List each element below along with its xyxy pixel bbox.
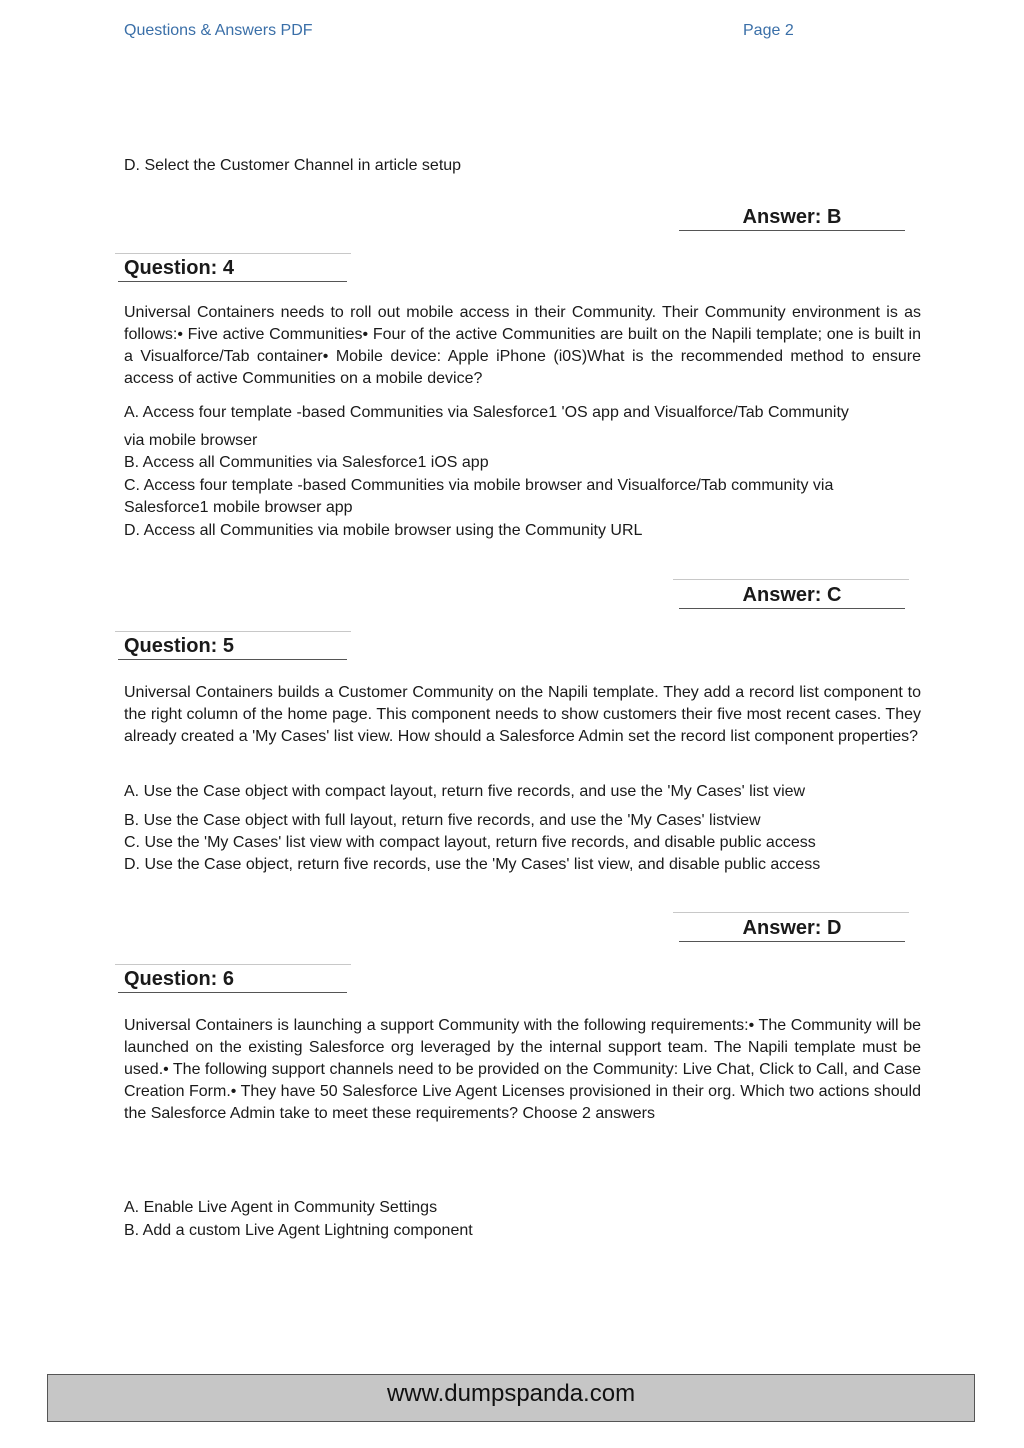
q4-heading-block	[115, 253, 351, 283]
q5-option: A. Use the Case object with compact layout, return five records, and use the 'My Cases' list view	[124, 783, 806, 800]
page-number: Page 2	[743, 22, 794, 39]
q5-heading-block	[115, 631, 351, 661]
q4-divider	[115, 253, 351, 254]
footer-banner	[47, 1374, 975, 1422]
footer-url: www.dumpspanda.com	[386, 1380, 636, 1407]
q4-title: Question: 4	[118, 256, 347, 282]
q6-body: Universal Containers is launching a support Community with the following requirements:• The Community will be launched on the existing Salesforce org leveraged by the internal support team. The Napili template must be used.• The following support channels need to be provided on the Community: Live Chat, Click to Call, and Case Creation Form.• They have 50 Salesforce Live Agent Licenses provisioned in their org. Which two actions should the Salesforce Admin take to meet these requirements? Choose 2 answers	[124, 1017, 921, 1122]
q5-option: D. Use the Case object, return five records, use the 'My Cases' list view, and disable public access	[124, 856, 821, 873]
q5-answer: Answer: D	[679, 916, 905, 942]
q5-answer-divider	[673, 912, 909, 913]
q4-option: D. Access all Communities via mobile browser using the Community URL	[124, 522, 643, 539]
q5-option: C. Use the 'My Cases' list view with compact layout, return five records, and disable public access	[124, 834, 816, 851]
q4-answer: Answer: C	[679, 583, 905, 609]
q5-title: Question: 5	[118, 634, 347, 660]
q4-answer-block	[673, 579, 909, 609]
q6-heading-block	[115, 964, 351, 994]
q6-divider	[115, 964, 351, 965]
q3-answer-block	[673, 201, 909, 231]
q4-body: Universal Containers needs to roll out mobile access in their Community. Their Community environment is as follows:• Five active Communities• Four of the active Communities are built on the Napili template; one is built in a Visualforce/Tab container• Mobile device: Apple iPhone (i0S)What is the recommended method to ensure access of active Communities on a mobile device?	[124, 304, 921, 387]
q5-option: B. Use the Case object with full layout, return five records, and use the 'My Cases' listview	[124, 812, 761, 829]
q6-option: B. Add a custom Live Agent Lightning component	[124, 1222, 473, 1239]
q4-option: via mobile browser	[124, 432, 258, 449]
q4-option: C. Access four template -based Communities via mobile browser and Visualforce/Tab community via	[124, 477, 834, 494]
q4-answer-divider	[673, 579, 909, 580]
q5-divider	[115, 631, 351, 632]
q5-answer-block	[673, 912, 909, 942]
q4-option: Salesforce1 mobile browser app	[124, 499, 353, 516]
q6-title: Question: 6	[118, 967, 347, 993]
header-title: Questions & Answers PDF	[124, 22, 313, 39]
q6-option: A. Enable Live Agent in Community Settings	[124, 1199, 438, 1216]
q3-answer: Answer: B	[679, 205, 905, 231]
q5-body: Universal Containers builds a Customer Community on the Napili template. They add a record list component to the right column of the home page. This component needs to show customers their five most recent cases. They already created a 'My Cases' list view. How should a Salesforce Admin set the record list component properties?	[124, 684, 921, 745]
q4-option: B. Access all Communities via Salesforce1 iOS app	[124, 454, 489, 471]
q3-option-d: D. Select the Customer Channel in article setup	[124, 157, 462, 174]
q4-option: A. Access four template -based Communities via Salesforce1 'OS app and Visualforce/Tab Community	[124, 404, 849, 421]
